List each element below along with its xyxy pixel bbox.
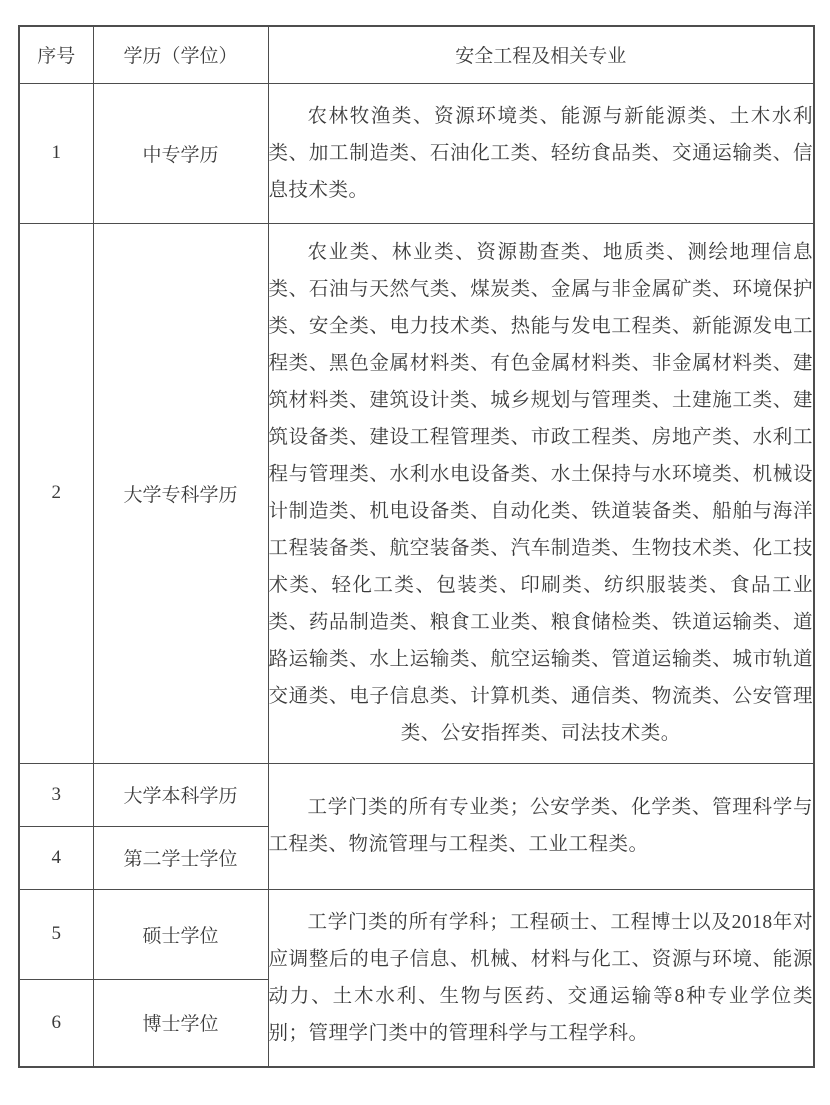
degree-cell: 第二学士学位	[93, 826, 268, 889]
education-majors-table	[18, 25, 815, 1068]
table-row	[19, 83, 814, 223]
header-cell-degree: 学历（学位）	[93, 26, 268, 83]
row-number-cell: 5	[19, 889, 93, 979]
table-row	[19, 889, 814, 979]
row-number-cell: 4	[19, 826, 93, 889]
row-number-cell: 2	[19, 223, 93, 763]
majors-cell	[268, 223, 814, 763]
majors-text: 工学门类的所有学科；工程硕士、工程博士以及2018年对应调整后的电子信息、机械、材料与化工、资源与环境、能源动力、土木水利、生物与医药、交通运输等8种专业学位类别；管理学门类中的管理科学与工程学科。	[268, 911, 813, 1044]
row-number-cell: 1	[19, 83, 93, 223]
header-cell-majors: 安全工程及相关专业	[268, 26, 814, 83]
header-cell-no: 序号	[19, 26, 93, 83]
majors-cell	[268, 83, 814, 223]
table-header-row	[19, 26, 814, 83]
degree-cell: 硕士学位	[93, 889, 268, 979]
table-row	[19, 223, 814, 763]
degree-cell: 博士学位	[93, 979, 268, 1067]
majors-text: 农林牧渔类、资源环境类、能源与新能源类、土木水利类、加工制造类、石油化工类、轻纺食品类、交通运输类、信息技术类。	[268, 105, 813, 201]
majors-cell-merged-5-6	[268, 889, 814, 1067]
degree-cell: 中专学历	[93, 83, 268, 223]
row-number-cell: 6	[19, 979, 93, 1067]
table-row	[19, 763, 814, 826]
row-number-cell: 3	[19, 763, 93, 826]
degree-cell: 大学专科学历	[93, 223, 268, 763]
degree-cell: 大学本科学历	[93, 763, 268, 826]
majors-text: 农业类、林业类、资源勘查类、地质类、测绘地理信息类、石油与天然气类、煤炭类、金属与非金属矿类、环境保护类、安全类、电力技术类、热能与发电工程类、新能源发电工程类、黑色金属材料类、有色金属材料类、非金属材料类、建筑材料类、建筑设计类、城乡规划与管理类、土建施工类、建筑设备类、建设工程管理类、市政工程类、房地产类、水利工程与管理类、水利水电设备类、水土保持与水环境类、机械设计制造类、机电设备类、自动化类、铁道装备类、船舶与海洋工程装备类、航空装备类、汽车制造类、生物技术类、化工技术类、轻化工类、包装类、印刷类、纺织服装类、食品工业类、药品制造类、粮食工业类、粮食储检类、铁道运输类、道路运输类、水上运输类、航空运输类、管道运输类、城市轨道交通类、电子信息类、计算机类、通信类、物流类、公安管理类、公安指挥类、司法技术类。	[268, 242, 813, 744]
majors-text: 工学门类的所有专业类；公安学类、化学类、管理科学与工程类、物流管理与工程类、工业工程类。	[268, 797, 813, 855]
majors-cell-merged-3-4	[268, 763, 814, 889]
